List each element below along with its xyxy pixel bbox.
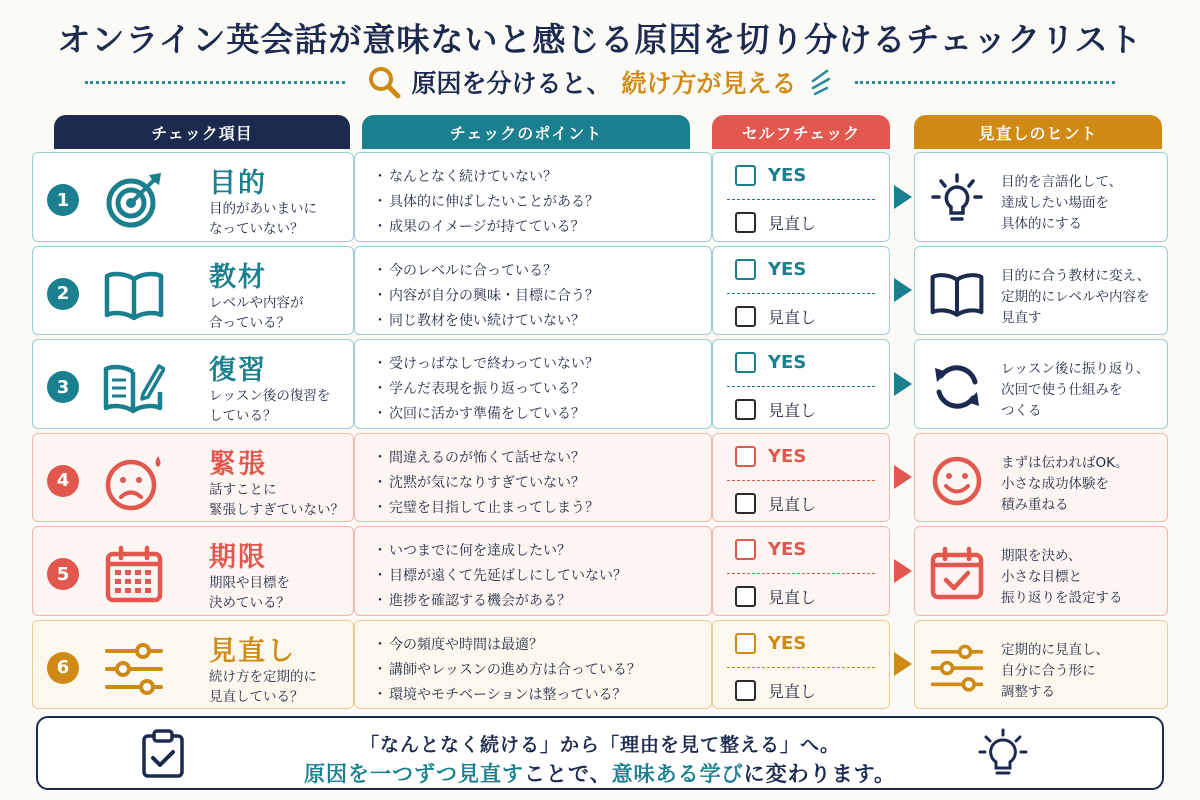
self-check-cell (712, 433, 890, 523)
self-check-cell (712, 152, 890, 242)
check-points-list (373, 633, 641, 708)
check-point-item: ・ 講師やレッスンの進め方は合っている？ (373, 658, 641, 683)
dashed-separator (727, 199, 875, 200)
check-points-list (373, 259, 599, 334)
hint-cell (914, 339, 1168, 429)
footer-message-box (36, 716, 1164, 790)
check-points-list (373, 446, 599, 521)
item-number-badge: 3 (47, 371, 79, 403)
checklist-row (32, 433, 1168, 523)
subtitle-row (0, 62, 1200, 102)
hint-cell (914, 526, 1168, 616)
item-number-badge: 1 (47, 184, 79, 216)
check-point-item: ・ 受けっぱなしで終わっていない？ (373, 352, 599, 377)
checkbox-square[interactable] (735, 493, 756, 514)
check-point-item: ・ 進捗を確認する機会がある？ (373, 589, 627, 614)
sparkle-icon (807, 67, 833, 97)
open-book-icon (103, 265, 165, 325)
dashed-separator (727, 293, 875, 294)
checkbox-square[interactable] (735, 306, 756, 327)
hint-cell (914, 246, 1168, 336)
review-checkbox[interactable] (735, 492, 816, 515)
yes-label: YES (768, 632, 807, 654)
item-number-badge: 5 (47, 558, 79, 590)
check-points-cell (354, 433, 712, 523)
footer-emphasis-1: 原因を一つずつ見直す (304, 762, 525, 786)
item-cell (32, 620, 354, 710)
check-point-item: ・ 沈黙が気になりすぎていない？ (373, 471, 599, 496)
yes-label: YES (768, 165, 807, 186)
checkbox-square[interactable] (735, 399, 756, 420)
review-checkbox[interactable] (735, 398, 816, 421)
yes-checkbox[interactable] (735, 259, 806, 280)
hint-text: 定期的に見直し、 自分に合う形に 調整する (1001, 641, 1109, 700)
check-point-item: ・ 今のレベルに合っている？ (373, 259, 599, 284)
sliders-icon (103, 639, 165, 699)
hint-cell (914, 620, 1168, 710)
checkbox-square[interactable] (735, 352, 756, 373)
check-point-item: ・ 同じ教材を使い続けていない？ (373, 309, 599, 334)
item-title: 期限 (209, 542, 267, 573)
self-check-cell (712, 526, 890, 616)
smile-face-icon (929, 454, 985, 508)
page-title: オンライン英会話が意味ないと感じる原因を切り分けるチェックリスト (57, 20, 1143, 59)
footer-text-1: ことで、 (524, 762, 612, 786)
check-point-item: ・ 成果のイメージが持てている？ (373, 215, 599, 240)
yes-label: YES (768, 352, 807, 373)
checklist-row (32, 152, 1168, 242)
check-point-item: ・ 具体的に伸ばしたいことがある？ (373, 190, 599, 215)
checklist-row (32, 526, 1168, 616)
header-check-item: チェック項目 (54, 115, 350, 149)
check-point-item: ・ 次回に活かす準備をしている？ (373, 402, 599, 427)
subtitle-prefix: 原因を分けると、 (411, 69, 612, 98)
self-check-cell (712, 246, 890, 336)
hint-text: レッスン後に振り返り、 次回で使う仕組みを つくる (1001, 361, 1150, 419)
check-points-cell (354, 339, 712, 429)
check-point-item: ・ 環境やモチベーションは整っている？ (373, 683, 641, 708)
yes-checkbox[interactable] (735, 633, 806, 654)
check-point-item: ・ 学んだ表現を振り返っている？ (373, 377, 599, 402)
dotted-divider-right (855, 81, 1115, 84)
hint-text: 期限を決め、 小さな目標と 振り返りを設定する (1001, 548, 1123, 606)
dashed-separator (727, 386, 875, 387)
checklist-row (32, 339, 1168, 429)
hint-cell (914, 152, 1168, 242)
header-self-check: セルフチェック (712, 115, 890, 149)
review-checkbox[interactable] (735, 211, 816, 234)
item-number-badge: 6 (47, 652, 79, 684)
calendar-check-icon (929, 547, 985, 601)
check-point-item: ・ 完璧を目指して止まってしまう？ (373, 496, 599, 521)
check-points-cell (354, 526, 712, 616)
item-title: 目的 (209, 168, 267, 199)
header-check-point: チェックのポイント (362, 115, 690, 149)
item-cell (32, 152, 354, 242)
checkbox-square[interactable] (735, 586, 756, 607)
yes-checkbox[interactable] (735, 165, 806, 186)
check-point-item: ・ 今の頻度や時間は最適？ (373, 633, 641, 658)
item-description: レベルや内容が 合っている？ (209, 294, 304, 331)
arrow-right-icon (894, 278, 912, 302)
checkbox-square[interactable] (735, 212, 756, 233)
target-icon (103, 171, 165, 231)
open-book-icon (929, 267, 985, 321)
calendar-icon (103, 545, 165, 605)
check-point-item: ・ なんとなく続けていない？ (373, 165, 599, 190)
footer-emphasis-2: 意味ある学び (611, 762, 744, 786)
review-label: 見直し (768, 401, 817, 420)
yes-checkbox[interactable] (735, 352, 806, 373)
lightbulb-icon (929, 173, 985, 227)
item-cell (32, 526, 354, 616)
subtitle-accent: 続け方が見える (621, 69, 797, 98)
checkbox-square[interactable] (735, 539, 756, 560)
check-point-item: ・ 間違えるのが怖くて話せない？ (373, 446, 599, 471)
magnifier-icon (367, 65, 401, 99)
check-points-list (373, 165, 599, 240)
book-pencil-icon (103, 358, 165, 418)
yes-label: YES (768, 445, 807, 467)
item-number-badge: 2 (47, 278, 79, 310)
refresh-icon (929, 360, 985, 414)
item-cell (32, 246, 354, 336)
checkbox-square[interactable] (735, 680, 756, 701)
checkbox-square[interactable] (735, 446, 756, 467)
review-label: 見直し (768, 588, 817, 607)
item-description: 目的があいまいに なっていない？ (209, 201, 317, 237)
item-title: 見直し (209, 635, 296, 667)
checkbox-square[interactable] (735, 633, 756, 654)
arrow-right-icon (894, 652, 912, 676)
sliders-icon (929, 641, 985, 695)
item-cell (32, 339, 354, 429)
check-points-list (373, 539, 627, 614)
check-point-item: ・ 内容が自分の興味・目標に合う？ (373, 284, 599, 309)
review-label: 見直し (768, 214, 817, 233)
check-points-cell (354, 152, 712, 242)
item-description: 期限や目標を 決めている？ (209, 575, 290, 611)
check-points-list (373, 352, 599, 427)
checklist-row (32, 246, 1168, 336)
self-check-cell (712, 339, 890, 429)
header-review-hint: 見直しのヒント (914, 115, 1162, 149)
hint-text: 目的に合う教材に変え、 定期的にレベルや内容を 見直す (1001, 267, 1151, 326)
checkbox-square[interactable] (735, 259, 756, 280)
dashed-separator (727, 667, 875, 668)
yes-label: YES (768, 539, 807, 560)
item-cell (32, 433, 354, 523)
arrow-right-icon (894, 185, 912, 209)
footer-line-1: 「なんとなく続ける」から「理由を見て整える」へ。 (359, 734, 840, 756)
review-checkbox[interactable] (735, 305, 816, 328)
dotted-divider-left (85, 81, 345, 84)
worried-face-icon (103, 452, 165, 512)
review-checkbox[interactable] (735, 585, 816, 608)
subtitle (367, 64, 832, 100)
lightbulb-icon (978, 728, 1028, 780)
dashed-separator (727, 480, 875, 481)
check-point-item: ・ いつまでに何を達成したい？ (373, 539, 627, 564)
item-title: 教材 (209, 261, 267, 293)
review-label: 見直し (768, 494, 817, 514)
self-check-cell (712, 620, 890, 710)
checkbox-square[interactable] (735, 165, 756, 186)
check-points-cell (354, 246, 712, 336)
check-point-item: ・ 目標が遠くて先延ばしにしていない？ (373, 564, 627, 589)
yes-checkbox[interactable] (735, 539, 806, 560)
arrow-right-icon (894, 465, 912, 489)
item-description: レッスン後の復習を している？ (209, 388, 331, 424)
yes-label: YES (768, 258, 807, 280)
item-number-badge: 4 (47, 465, 79, 497)
review-checkbox[interactable] (735, 679, 816, 702)
hint-cell (914, 433, 1168, 523)
hint-text: 目的を言語化して、 達成したい場面を 具体的にする (1001, 174, 1123, 232)
yes-checkbox[interactable] (735, 446, 806, 467)
dashed-separator (727, 573, 875, 574)
item-description: 話すことに 緊張しすぎていない？ (209, 481, 344, 518)
item-title: 復習 (209, 355, 267, 386)
footer-text-2: に変わります。 (743, 762, 896, 786)
item-description: 続け方を定期的に 見直している？ (209, 668, 317, 705)
check-points-cell (354, 620, 712, 710)
review-label: 見直し (768, 307, 817, 327)
arrow-right-icon (894, 372, 912, 396)
checklist-row (32, 620, 1168, 710)
hint-text: まずは伝わればOK。 小さな成功体験を 積み重ねる (1001, 454, 1129, 513)
arrow-right-icon (894, 559, 912, 583)
item-title: 緊張 (209, 448, 267, 480)
review-label: 見直し (768, 681, 817, 701)
